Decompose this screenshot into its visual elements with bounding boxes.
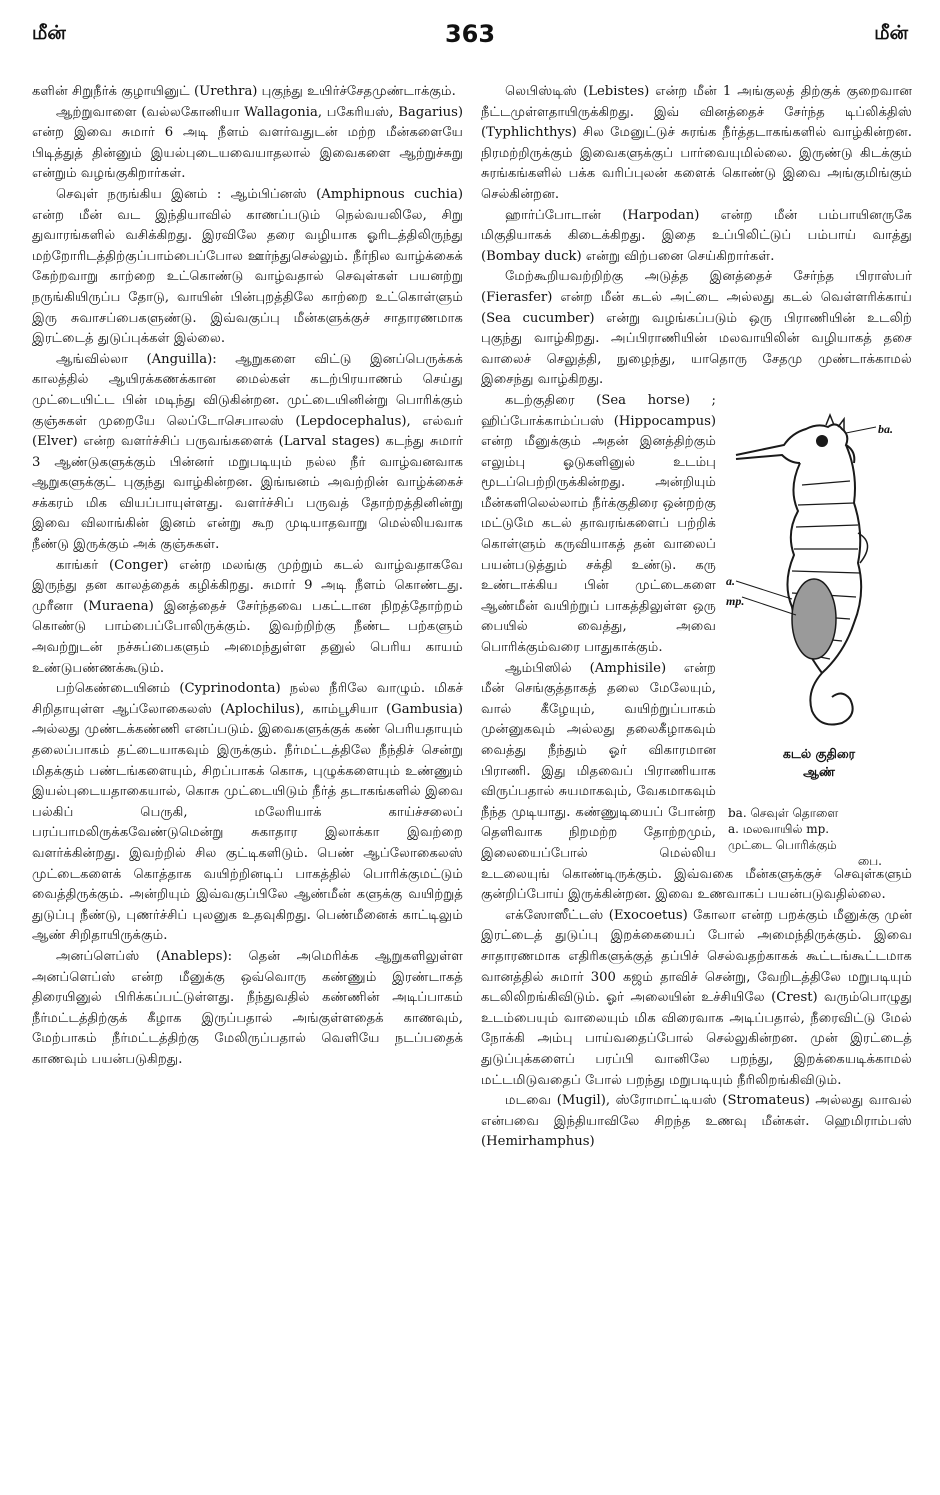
right-column bbox=[481, 82, 912, 1153]
figure-label-gill: ba. bbox=[878, 421, 893, 436]
paragraph: காங்கர் (Conger) என்ற மலங்கு முற்றும் கடல் வாழ்வதாகவே இருந்து தன காலத்தைக் கழிக்கிறது. சுமார் 9 அடி நீளம் கொண்டது. முரீனா (Muraena) இனத்தைச் சேர்ந்தவை பகட்டான நிறத்தோற்றம் கொண்டு பாம்பைப்போலிருக்கும். இவற்றிற்கு நீண்ட பற்களும் அவற்றுடன் நச்சுப்பைகளும் அமைந்துள்ள தனுல் பெரிய காயம் உண்டுபண்ணக்கூடும். bbox=[32, 557, 463, 676]
figure-caption-line: கடல் குதிரை bbox=[782, 745, 856, 761]
legend-line: a. மலவாயில் mp. bbox=[728, 821, 830, 836]
seahorse-figure bbox=[726, 393, 912, 868]
legend-line: பை. bbox=[857, 853, 882, 868]
paragraph: பற்கெண்டையினம் (Cyprinodonta) நல்ல நீரிலே வாழும். மிகச் சிறிதாயுள்ள ஆப்லோகைலஸ் (Aplochilus), காம்பூசியா (Gambusia) அல்லது முண்டக்கண்ணி எனப்படும். இவைகளுக்குக் கண் பெரியதாயும் தலைப்பாகம் தட்டையாகவும் இருக்கும். நீர்மட்டத்திலே நீந்திச் சென்று மிதக்கும் பண்டங்களையும், சிறப்பாகக் கொசு, புழுக்களையும் உண்ணும் இயல்புடையதாகையால், கொசு முட்டையிடும் நீர்த் தடாகங்களில் இவை பல்கிப் பெருகி, மலேரியாக் காய்ச்சலைப் பரப்பாமலிருக்கவேண்டுமென்று சுகாதார இலாக்கா இவற்றை வளர்க்கின்றது. இவற்றில் சில குட்டிகளிடும். பெண் ஆப்லோகைலஸ் முட்டைகளைக் கொத்தாக வயிற்றினடிப் பாகத்தில் பொரிக்குமட்டும் வைத்திருக்கும். அன்றியும் இவ்வகுப்பிலே ஆண்மீன் களுக்கு வயிற்றுத் துடுப்பு நீண்டு, புணர்ச்சிப் புலனுக உதவுகிறது. பெண்மீனைக் காட்டிலும் ஆண் சிறிதாயிருக்கும். bbox=[32, 681, 463, 944]
paragraph: லெபிஸ்டிஸ் (Lebistes) என்ற மீன் 1 அங்குலத் திற்குக் குறைவான நீட்டமுள்ளதாயிருக்கிறது. இவ் வினத்தைச் சேர்ந்த டிப்லிக்திஸ் (Typhlichthys) சில மேனுட்டுச் சுரங்க நீர்த்தடாகங்களில் வாழ்கின்றன. நிரமற்றிருக்கும் இவைகளுக்குப் பார்வையுமில்லை. இருண்டு கிடக்கும் சுரங்கங்களில் பக்க வரிப்புலன் களைக் கொண்டு இவை அங்குமிங்கும் செல்கின்றன. bbox=[481, 84, 912, 202]
paragraph: ஆங்வில்லா (Anguilla): ஆறுகளை விட்டு இனப்பெருக்கக் காலத்தில் ஆயிரக்கணக்கான மைல்கள் கடற்பிரயாணம் செய்து முட்டையிட்ட பின் மடிந்து விடுகின்றன. முட்டையினின்று பொரிக்கும் குஞ்சுகள் முறையே லெப்டோசெபாலஸ் (Lepdocephalus), எல்வர் (Elver) என்ற வளர்ச்சிப் பருவங்களைக் (Larval stages) கடந்து சுமார் 3 ஆண்டுகளுக்கும் பின்னர் மறுபடியும் நல்ல நீர் வாழ்வனவாக ஆறுகளுக்குட் புகுந்து வாழ்கின்றன. இங்ஙனம் அவற்றின் வாழ்க்கைச் சக்கரம் மிக வியப்பாயுள்ளது. வளர்ச்சிப் பருவத் தோற்றத்தினின்று இவை விலாங்கின் இனம் என்று கூற முடியாதவாறு மெல்லியவாக நீண்டு இருக்கும் அக் குஞ்சுகள். bbox=[32, 351, 463, 553]
header-left-keyword: மீன் bbox=[32, 22, 66, 44]
figure-label-anus: a. bbox=[726, 573, 735, 588]
paragraph: மேற்கூறியவற்றிற்கு அடுத்த இனத்தைச் சேர்ந்த பிராஸ்பர் (Fierasfer) என்ற மீன் கடல் அட்டை அல்லது கடல் வெள்ளரிக்காய் (Sea cucumber) என்று வழங்கப்படும் ஒரு பிராணியின் உடலிற் புகுந்து வாழ்கிறது. அப்பிராணியின் மலவாயிலின் வழியாகத் தசை வாலைச் செலுத்தி, நுழைந்து, யாதொரு சேதமு முண்டாக்காமல் இசைந்து வாழ்கிறது. bbox=[481, 269, 912, 388]
paragraph: செவுள் நருங்கிய இனம் : ஆம்பிப்னஸ் (Amphipnous cuchia) என்ற மீன் வட இந்தியாவில் காணப்படும் நெல்வயலிலே, சிறு துவாரங்களில் வசிக்கிறது. இரவிலே தரை வழியாக ஓரிடத்திலிருந்து மற்றோரிடத்திற்குப்பாம்பைப்போல ஊர்ந்துசெல்லும். நீர்நில வாழ்க்கைக் கேற்றவாறு காற்றை உட்கொண்டு வாழ்வதால் செவுள்கள் பயனற்று நருங்கியிருப்ப தோடு, வாயின் பின்புறத்திலே காற்றை உட்கொள்ளும் இரு சுவாசப்பைகளுண்டு. இவ்வகுப்பு மீன்களுக்குச் சாதாரணமாக இரட்டைத் துடுப்புக்கள் இல்லை. bbox=[32, 186, 463, 347]
paragraph: அனப்ளெப்ஸ் (Anableps): தென் அமெரிக்க ஆறுகளிலுள்ள அனப்ளெப்ஸ் என்ற மீனுக்கு ஒவ்வொரு கண்ணும் இரண்டாகத் திரையினுல் பிரிக்கப்பட்டுள்ளது. நீந்துவதில் கண்ணின் அடிப்பாகம் நீர்மட்டத்திற்குக் கீழாக இருப்பதால் அங்குள்ளதைக் காணவும், மேற்பாகம் நீர்மட்டத்திற்கு மேலிருப்பதால் வெளியே நடப்பதைக் காணவும் பயன்படுகிறது. bbox=[32, 948, 463, 1067]
figure-caption bbox=[726, 745, 912, 781]
paragraph: மடவை (Mugil), ஸ்ரோமாட்டியஸ் (Stromateus) அல்லது வாவல் என்பவை இந்தியாவிலே சிறந்த உணவு மீன்கள். ஹெமிராம்பஸ் (Hemirhamphus) bbox=[481, 1093, 912, 1150]
paragraph: ஆற்றுவாளை (வல்லகோனியா Wallagonia, பகேரியஸ், Bagarius) என்ற இவை சுமார் 6 அடி நீளம் வளர்வதுடன் மற்ற மீன்களையே பிடித்துத் தின்னும் இயல்புடையவையாதலால் இவைகளை ஆற்றுச்சுறு என்றும் வழங்குகிறார்கள். bbox=[32, 104, 463, 182]
figure-legend bbox=[728, 805, 912, 869]
legend-line: முட்டை பொரிக்கும் bbox=[728, 837, 837, 852]
figure-caption-line: ஆண் bbox=[803, 763, 835, 779]
seahorse-illustration bbox=[726, 393, 912, 743]
left-column bbox=[32, 82, 463, 1071]
paragraph: கடற்குதிரை (Sea horse) ; ஹிப்போக்காம்ப்பஸ் (Hippocampus) என்ற மீனுக்கும் அதன் இனத்திற்கும் எலும்பு ஓடுகளினுல் உடம்பு மூடப்பெற்றிருக்கின்றது. அன்றியும் மீன்களிலெல்லாம் நீர்க்குதிரை ஒன்றற்கு மட்டுமே கடல் தாவரங்களைப் பற்றிக் கொள்ளும் கருவியாகத் தன் வாலைப் பயன்படுத்தும் சக்தி உண்டு. கரு உண்டாக்கிய பின் முட்டைகளை ஆண்மீன் வயிற்றுப் பாகத்திலுள்ள ஒரு பையில் வைத்து, அவை பொரிக்கும்வரை பாதுகாக்கும். bbox=[481, 392, 716, 656]
header-right-keyword: மீன் bbox=[874, 22, 908, 44]
page-number: 363 bbox=[444, 20, 496, 48]
legend-line: ba. செவுள் தொளை bbox=[728, 805, 839, 820]
paragraph: எக்ஸோஸீட்டஸ் (Exocoetus) கோலா என்ற பறக்கும் மீனுக்கு முன் இரட்டைத் துடுப்பு இறக்கையைப் போல் அமைந்திருக்கும். இவை சாதாரணமாக எதிரிகளுக்குத் தப்பிச் செல்வதற்காகக் கூட்டங்கூட்டமாக வானத்தில் சுமார் 300 கஜம் தாவிச் சென்று, வேறிடத்திலே மறுபடியும் கடலிலிறங்கிவிடும். ஓர் அலையின் உச்சியிலே (Crest) வரும்பொழுது உடம்பையும் வாலையும் மிக விரைவாக அடிப்பதால், நீரைவிட்டு மேல் நோக்கி அம்பு பாய்வதைப்போல் செல்லுகின்றன. முன் இரட்டைத் துடுப்புக்களைப் பரப்பி வானிலே பறந்து, இறக்கையடிக்காமல் மட்டமிடுவதைப் போல் பறந்து மறுபடியும் நீரிலிறங்கிவிடும். bbox=[481, 907, 912, 1088]
paragraph: ஹார்ப்போடான் (Harpodan) என்ற மீன் பம்பாயினருகே மிகுதியாகக் கிடைக்கிறது. இதை உப்பிலிட்டுப் பம்பாய் வாத்து (Bombay duck) என்று விற்பனை செய்கிறார்கள். bbox=[481, 207, 912, 264]
paragraph: ஆம்பிஸில் (Amphisile) என்ற மீன் செங்குத்தாகத் தலை மேலேயும், வால் கீழேயும், வயிற்றுப்பாகம் முன்னுகவும் அல்லது தலைகீழாகவும் வைத்து நீந்தும் ஓர் விகாரமான பிராணி. இது மிதவைப் பிராணியாக விருப்பதால் சுயமாகவும், வேகமாகவும் நீந்த முடியாது. கண்ணுடியைப் போன்ற தெளிவாக நிறமற்ற தோற்றமும், இலையைப்போல் மெல்லிய உடலையுங் கொண்டிருக்கும். இவ்வகை மீன்களுக்குச் செவுள்களும் குன்றிப்போய் இருக்கின்றன. இவை உணவாகப் பயன்படுவதில்லை. bbox=[481, 660, 912, 903]
figure-label-pouch: mp. bbox=[726, 593, 745, 608]
paragraph: களின் சிறுநீர்க் குழாயினுட் (Urethra) புகுந்து உயிர்ச்சேதமுண்டாக்கும். bbox=[32, 84, 456, 99]
